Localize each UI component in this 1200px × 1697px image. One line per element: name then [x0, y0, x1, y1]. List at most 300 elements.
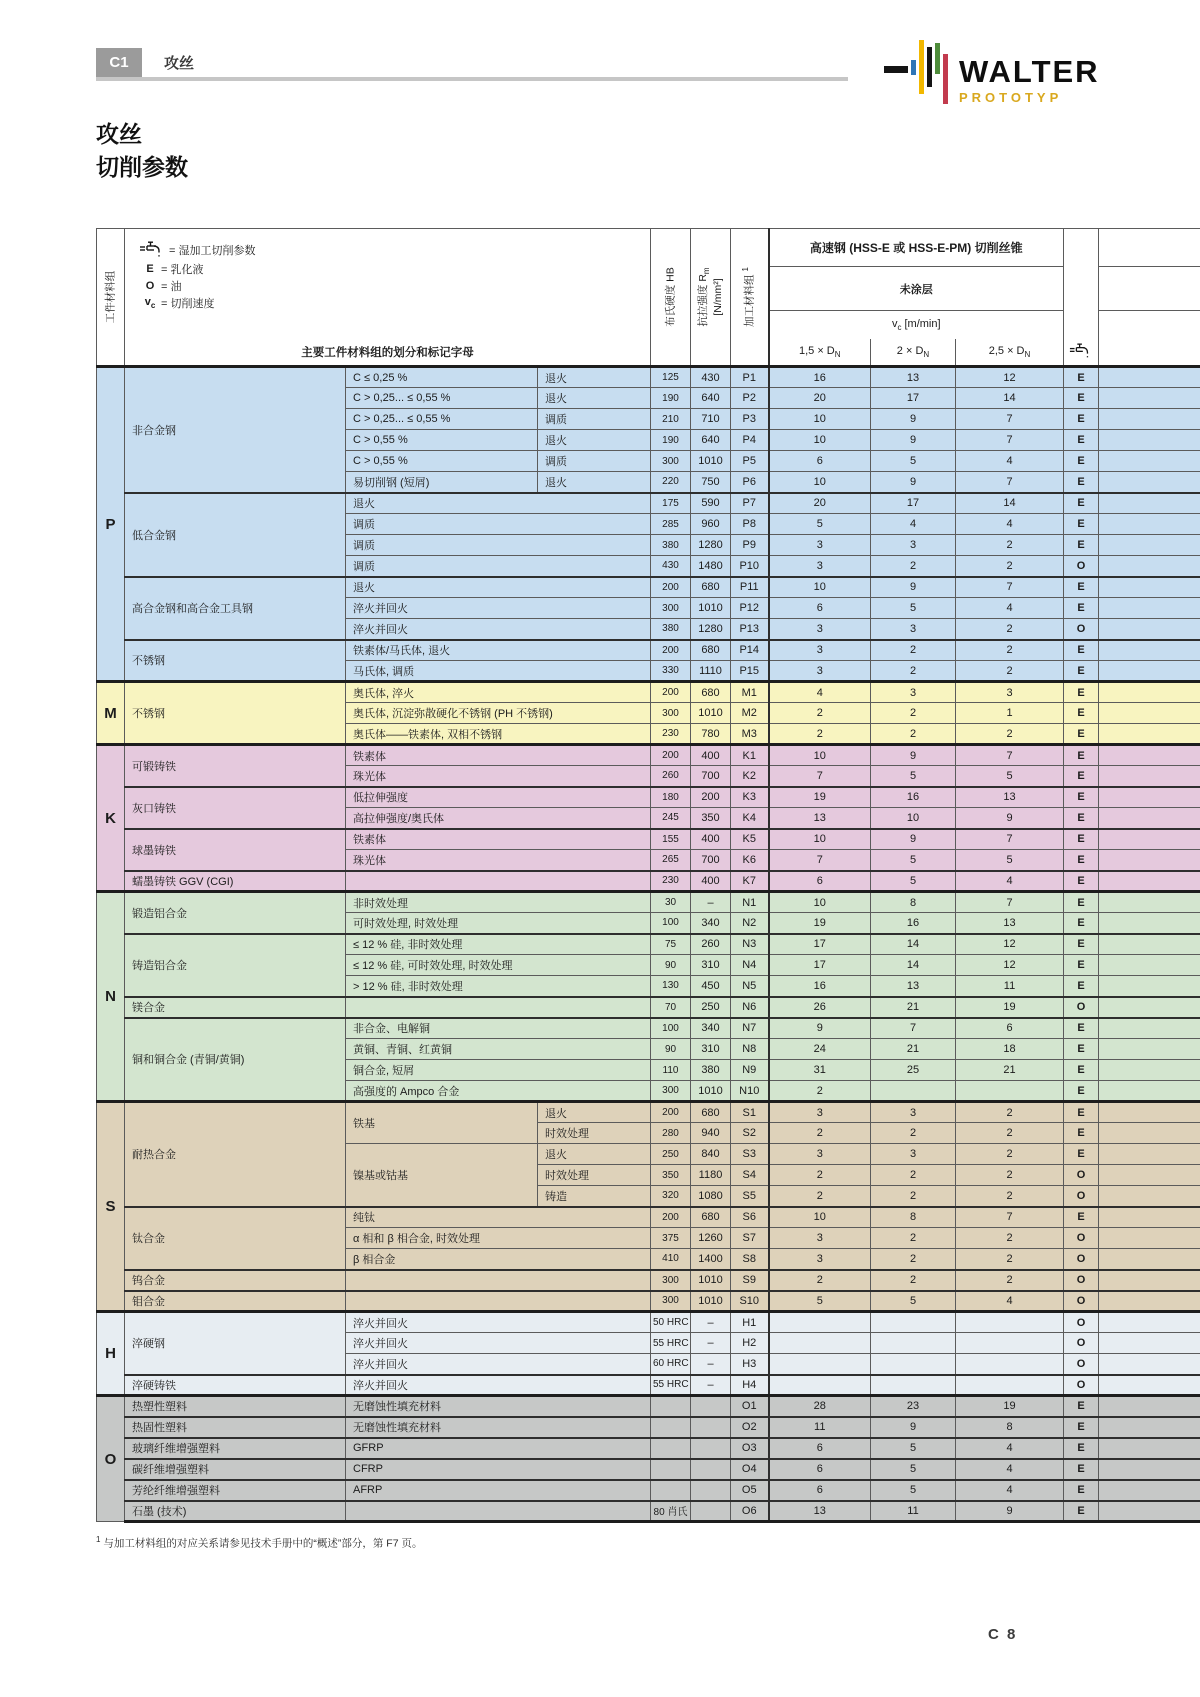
material-code: O6 [731, 1501, 769, 1522]
material-group-name: 淬硬钢 [125, 1312, 346, 1375]
hardness-hb-value [651, 1480, 691, 1501]
logo-bars-icon [884, 36, 951, 105]
vc-2-5dn-value: 7 [956, 892, 1064, 913]
vc-2-5dn-value: 2 [956, 1102, 1064, 1123]
tensile-strength-value: 310 [691, 955, 731, 976]
material-code: P2 [731, 388, 769, 409]
material-group-name: 碳纤维增强塑料 [125, 1459, 346, 1480]
material-description: AFRP [346, 1480, 651, 1501]
vc-2-5dn-value [956, 1333, 1064, 1354]
vc-2-5dn-value: 6 [956, 1018, 1064, 1039]
material-code: O3 [731, 1438, 769, 1459]
material-description: 淬火并回火 [346, 1312, 651, 1333]
hardness-hb-value: 410 [651, 1249, 691, 1270]
material-description: 珠光体 [346, 850, 651, 871]
vc-2-5dn-value: 4 [956, 1459, 1064, 1480]
material-description [346, 871, 651, 892]
vc-1-5dn-value: 3 [769, 1144, 871, 1165]
vc-1-5dn-value: 2 [769, 1165, 871, 1186]
extra-column-cell [1099, 1480, 1200, 1501]
vc-1-5dn-value: 2 [769, 1123, 871, 1144]
coolant-type: O [1064, 997, 1099, 1018]
header-legend-cell [125, 229, 651, 367]
hardness-hb-value: 300 [651, 451, 691, 472]
material-description [346, 1501, 651, 1522]
extra-column-cell [1099, 871, 1200, 892]
extra-column-cell [1099, 430, 1200, 451]
material-group-name: 石墨 (技术) [125, 1501, 346, 1522]
heat-treatment: 退火 [538, 1144, 651, 1165]
vc-2dn-value: 4 [871, 514, 956, 535]
tensile-strength-value: 750 [691, 472, 731, 493]
material-description: 退火 [346, 577, 651, 598]
vc-1-5dn-value: 26 [769, 997, 871, 1018]
tensile-strength-value [691, 1396, 731, 1417]
tensile-strength-value: 1260 [691, 1228, 731, 1249]
material-group-name: 玻璃纤维增强塑料 [125, 1438, 346, 1459]
material-description: 易切削钢 (短屑) [346, 472, 538, 493]
material-code: S6 [731, 1207, 769, 1228]
vc-1-5dn-value: 3 [769, 640, 871, 661]
extra-column-cell [1099, 1102, 1200, 1123]
material-description: C > 0,55 % [346, 451, 538, 472]
cutting-table-body [97, 367, 1200, 1522]
coolant-type: E [1064, 934, 1099, 955]
hardness-hb-value: 220 [651, 472, 691, 493]
vc-2dn-value: 21 [871, 1039, 956, 1060]
material-group-name: 芳纶纤维增强塑料 [125, 1480, 346, 1501]
coolant-type: E [1064, 577, 1099, 598]
material-code: P1 [731, 367, 769, 388]
material-group-name: 铜和铜合金 (青铜/黄铜) [125, 1018, 346, 1102]
header-vc: $v_c$ [m/min] [769, 311, 1064, 339]
vc-1-5dn-value: 17 [769, 934, 871, 955]
header-material-group [731, 229, 769, 367]
coolant-type: O [1064, 1270, 1099, 1291]
vc-2dn-value: 7 [871, 1018, 956, 1039]
vc-1-5dn-value: 3 [769, 1102, 871, 1123]
vc-1-5dn-value: 7 [769, 850, 871, 871]
coolant-type: E [1064, 703, 1099, 724]
tensile-strength-value: 310 [691, 1039, 731, 1060]
chapter-tab: C1 [96, 48, 142, 77]
hardness-hb-value: 375 [651, 1228, 691, 1249]
vc-2dn-value: 11 [871, 1501, 956, 1522]
table-row [97, 1501, 1200, 1522]
tensile-strength-value: 640 [691, 388, 731, 409]
material-code: N6 [731, 997, 769, 1018]
hardness-hb-value: 200 [651, 682, 691, 703]
hardness-hb-value: 30 [651, 892, 691, 913]
tensile-strength-value: 940 [691, 1123, 731, 1144]
hardness-hb-value: 300 [651, 1270, 691, 1291]
vc-2dn-value: 5 [871, 598, 956, 619]
hb-label: 布氏硬度 HB [663, 267, 676, 327]
page-title [96, 118, 188, 185]
vc-1-5dn-value: 2 [769, 1081, 871, 1102]
vc-2dn-value: 2 [871, 1270, 956, 1291]
vc-2-5dn-value: 5 [956, 850, 1064, 871]
vc-2dn-value: 5 [871, 871, 956, 892]
material-code: N10 [731, 1081, 769, 1102]
extra-column-cell [1099, 997, 1200, 1018]
vc-2dn-value [871, 1354, 956, 1375]
heat-treatment: 调质 [538, 451, 651, 472]
material-code: H4 [731, 1375, 769, 1396]
vc-1-5dn-value: 16 [769, 976, 871, 997]
material-code: N4 [731, 955, 769, 976]
vc-2dn-value: 21 [871, 997, 956, 1018]
vc-2dn-value: 2 [871, 1165, 956, 1186]
table-row [97, 1459, 1200, 1480]
coolant-type: E [1064, 367, 1099, 388]
material-code: K1 [731, 745, 769, 766]
vc-2dn-value: 13 [871, 367, 956, 388]
cutting-data-table [96, 228, 1200, 1523]
material-description: 退火 [346, 493, 651, 514]
tensile-strength-value: 380 [691, 1060, 731, 1081]
material-description: 无磨蚀性填充材料 [346, 1417, 651, 1438]
material-group-name: 可锻铸铁 [125, 745, 346, 787]
coolant-type: E [1064, 745, 1099, 766]
heat-treatment: 退火 [538, 472, 651, 493]
hardness-hb-value: 55 HRC [651, 1375, 691, 1396]
material-description: 淬火并回火 [346, 598, 651, 619]
material-description: 奥氏体——铁素体, 双相不锈钢 [346, 724, 651, 745]
table-row [97, 787, 1200, 808]
material-code: S8 [731, 1249, 769, 1270]
vc-1-5dn-value: 5 [769, 1291, 871, 1312]
material-code: K4 [731, 808, 769, 829]
hardness-hb-value: 100 [651, 1018, 691, 1039]
vc-2-5dn-value: 19 [956, 997, 1064, 1018]
legend-vc: $v_c$ = 切削速度 [144, 295, 215, 311]
heat-treatment: 退火 [538, 388, 651, 409]
extra-column-cell [1099, 535, 1200, 556]
coolant-type: O [1064, 1333, 1099, 1354]
header-hss: 高速钢 (HSS-E 或 HSS-E-PM) 切削丝锥 [769, 229, 1064, 267]
coolant-type: E [1064, 598, 1099, 619]
vc-2dn-value: 2 [871, 1249, 956, 1270]
header-extra-3 [1099, 311, 1200, 367]
hardness-hb-value: 380 [651, 619, 691, 640]
vc-1-5dn-value [769, 1375, 871, 1396]
vc-2-5dn-value: 3 [956, 682, 1064, 703]
table-row [97, 892, 1200, 913]
hardness-hb-value: 90 [651, 1039, 691, 1060]
section-letter: S [97, 1102, 125, 1312]
tensile-strength-value: 680 [691, 1102, 731, 1123]
legend-emulsion: E = 乳化液 [146, 263, 204, 276]
extra-column-cell [1099, 1501, 1200, 1522]
material-description: α 相和 β 相合金, 时效处理 [346, 1228, 651, 1249]
coolant-type: E [1064, 388, 1099, 409]
legend-wet-label: = 湿加工切削参数 [169, 244, 256, 257]
vc-1-5dn-value: 3 [769, 661, 871, 682]
hardness-hb-value: 200 [651, 1207, 691, 1228]
vc-1-5dn-value: 6 [769, 451, 871, 472]
extra-column-cell [1099, 1081, 1200, 1102]
hardness-hb-value: 330 [651, 661, 691, 682]
material-group-name: 铸造铝合金 [125, 934, 346, 997]
material-subgroup: 铁基 [346, 1102, 538, 1144]
coolant-type: O [1064, 1354, 1099, 1375]
hardness-hb-value: 110 [651, 1060, 691, 1081]
tensile-strength-value [691, 1417, 731, 1438]
vc-2-5dn-value: 8 [956, 1417, 1064, 1438]
tensile-strength-value: 1010 [691, 598, 731, 619]
vc-2-5dn-value [956, 1312, 1064, 1333]
tensile-strength-value: 430 [691, 367, 731, 388]
vc-2dn-value: 3 [871, 619, 956, 640]
material-code: N3 [731, 934, 769, 955]
material-code: P15 [731, 661, 769, 682]
heat-treatment: 时效处理 [538, 1165, 651, 1186]
extra-column-cell [1099, 661, 1200, 682]
material-code: K6 [731, 850, 769, 871]
vc-2dn-value [871, 1312, 956, 1333]
tensile-strength-value: 1010 [691, 1081, 731, 1102]
extra-column-cell [1099, 640, 1200, 661]
heat-treatment: 时效处理 [538, 1123, 651, 1144]
chapter-rule [96, 77, 848, 81]
hardness-hb-value: 280 [651, 1123, 691, 1144]
material-description: 非合金、电解铜 [346, 1018, 651, 1039]
vc-2-5dn-value: 21 [956, 1060, 1064, 1081]
vc-1-5dn-value: 6 [769, 1459, 871, 1480]
coolant-type: E [1064, 1081, 1099, 1102]
material-code: P13 [731, 619, 769, 640]
hardness-hb-value: 80 肖氏 [651, 1501, 691, 1522]
table-row [97, 1312, 1200, 1333]
vc-2dn-value: 5 [871, 850, 956, 871]
tensile-strength-value: 780 [691, 724, 731, 745]
tensile-strength-value: 680 [691, 682, 731, 703]
coolant-type: E [1064, 1501, 1099, 1522]
vc-2-5dn-value: 7 [956, 745, 1064, 766]
hardness-hb-value: 265 [651, 850, 691, 871]
hardness-hb-value: 200 [651, 1102, 691, 1123]
material-code: P3 [731, 409, 769, 430]
coolant-type: E [1064, 661, 1099, 682]
extra-column-cell [1099, 1438, 1200, 1459]
vc-1-5dn-value: 3 [769, 535, 871, 556]
vc-2-5dn-value [956, 1375, 1064, 1396]
coolant-type: E [1064, 1018, 1099, 1039]
vc-2-5dn-value: 4 [956, 871, 1064, 892]
table-row [97, 367, 1200, 388]
material-description [346, 1291, 651, 1312]
material-group-name: 蠕墨铸铁 GGV (CGI) [125, 871, 346, 892]
material-group-name: 热固性塑料 [125, 1417, 346, 1438]
vc-1-5dn-value: 3 [769, 556, 871, 577]
extra-column-cell [1099, 1312, 1200, 1333]
extra-column-cell [1099, 1375, 1200, 1396]
coolant-type: E [1064, 829, 1099, 850]
extra-column-cell [1099, 493, 1200, 514]
section-letter: K [97, 745, 125, 892]
material-description: 高拉伸强度/奥氏体 [346, 808, 651, 829]
vc-2-5dn-value: 2 [956, 1186, 1064, 1207]
tensile-strength-value: 340 [691, 913, 731, 934]
hardness-hb-value: 190 [651, 430, 691, 451]
coolant-type: E [1064, 682, 1099, 703]
vc-2-5dn-value: 9 [956, 1501, 1064, 1522]
hardness-hb-value: 300 [651, 703, 691, 724]
vc-2dn-value: 9 [871, 430, 956, 451]
material-code: M3 [731, 724, 769, 745]
vc-2dn-value: 5 [871, 766, 956, 787]
extra-column-cell [1099, 409, 1200, 430]
material-group-name: 钨合金 [125, 1270, 346, 1291]
header-extra-2 [1099, 267, 1200, 311]
extra-column-cell [1099, 1249, 1200, 1270]
material-code: K3 [731, 787, 769, 808]
hardness-hb-value: 300 [651, 598, 691, 619]
page-title-line2: 切削参数 [96, 154, 188, 181]
vc-2-5dn-value: 7 [956, 829, 1064, 850]
table-row [97, 1291, 1200, 1312]
material-description: 低拉伸强度 [346, 787, 651, 808]
vc-1-5dn-value: 20 [769, 493, 871, 514]
vc-2-5dn-value: 2 [956, 1228, 1064, 1249]
extra-column-cell [1099, 1123, 1200, 1144]
tensile-strength-value: 640 [691, 430, 731, 451]
table-row [97, 1102, 1200, 1123]
tensile-strength-value: 1400 [691, 1249, 731, 1270]
vc-2dn-value: 17 [871, 388, 956, 409]
vc-1-5dn-value: 10 [769, 829, 871, 850]
vc-1-5dn-value: 28 [769, 1396, 871, 1417]
tensile-strength-value: 1180 [691, 1165, 731, 1186]
tensile-strength-value [691, 1480, 731, 1501]
material-code: S1 [731, 1102, 769, 1123]
material-description: ≤ 12 % 硅, 可时效处理, 时效处理 [346, 955, 651, 976]
hardness-hb-value: 175 [651, 493, 691, 514]
material-description: 调质 [346, 514, 651, 535]
coolant-type: E [1064, 1123, 1099, 1144]
tensile-strength-value: – [691, 892, 731, 913]
coolant-type: E [1064, 535, 1099, 556]
header-hb [651, 229, 691, 367]
vc-2dn-value: 17 [871, 493, 956, 514]
material-description: C ≤ 0,25 % [346, 367, 538, 388]
vc-1-5dn-value: 10 [769, 409, 871, 430]
coolant-type: O [1064, 619, 1099, 640]
material-description: 马氏体, 调质 [346, 661, 651, 682]
material-group-name: 低合金钢 [125, 493, 346, 577]
tensile-strength-value: – [691, 1312, 731, 1333]
material-code: O2 [731, 1417, 769, 1438]
vc-1-5dn-value: 2 [769, 1186, 871, 1207]
vc-2-5dn-value: 4 [956, 1291, 1064, 1312]
coolant-type: E [1064, 913, 1099, 934]
vc-1-5dn-value: 13 [769, 808, 871, 829]
vc-2dn-value: 14 [871, 955, 956, 976]
extra-column-cell [1099, 745, 1200, 766]
cutting-table [96, 228, 1200, 1523]
material-code: H1 [731, 1312, 769, 1333]
vc-1-5dn-value [769, 1354, 871, 1375]
coolant-type: O [1064, 1165, 1099, 1186]
material-description: 可时效处理, 时效处理 [346, 913, 651, 934]
tensile-strength-value: – [691, 1333, 731, 1354]
tensile-strength-value: 260 [691, 934, 731, 955]
workpiece-group-label: 工件材料组 [103, 270, 116, 324]
extra-column-cell [1099, 1186, 1200, 1207]
coolant-type: E [1064, 871, 1099, 892]
header-extra-1 [1099, 229, 1200, 267]
material-code: O5 [731, 1480, 769, 1501]
hardness-hb-value: 155 [651, 829, 691, 850]
hardness-hb-value: 200 [651, 745, 691, 766]
material-description: C > 0,25... ≤ 0,55 % [346, 388, 538, 409]
vc-1-5dn-value: 31 [769, 1060, 871, 1081]
section-letter: O [97, 1396, 125, 1522]
vc-2-5dn-value: 19 [956, 1396, 1064, 1417]
table-row [97, 745, 1200, 766]
tensile-strength-value: 1010 [691, 451, 731, 472]
extra-column-cell [1099, 808, 1200, 829]
table-row [97, 682, 1200, 703]
material-code: N8 [731, 1039, 769, 1060]
extra-column-cell [1099, 451, 1200, 472]
vc-2dn-value: 5 [871, 1480, 956, 1501]
vc-1-5dn-value: 13 [769, 1501, 871, 1522]
vc-2-5dn-value: 5 [956, 766, 1064, 787]
material-group-name: 不锈钢 [125, 640, 346, 682]
vc-2-5dn-value: 7 [956, 577, 1064, 598]
hardness-hb-value: 230 [651, 871, 691, 892]
material-description: 铁素体/马氏体, 退火 [346, 640, 651, 661]
extra-column-cell [1099, 1459, 1200, 1480]
material-group-name: 钼合金 [125, 1291, 346, 1312]
vc-2-5dn-value: 2 [956, 535, 1064, 556]
header-dn-2: $2 \times D_N$ [871, 339, 956, 367]
vc-2dn-value: 16 [871, 913, 956, 934]
vc-2-5dn-value: 4 [956, 1438, 1064, 1459]
material-code: K7 [731, 871, 769, 892]
hardness-hb-value: 55 HRC [651, 1333, 691, 1354]
vc-2dn-value: 8 [871, 1207, 956, 1228]
table-row [97, 934, 1200, 955]
coolant-type: E [1064, 787, 1099, 808]
table-row [97, 997, 1200, 1018]
tensile-strength-value: 400 [691, 871, 731, 892]
material-code: N2 [731, 913, 769, 934]
extra-column-cell [1099, 892, 1200, 913]
extra-column-cell [1099, 388, 1200, 409]
vc-1-5dn-value: 2 [769, 1270, 871, 1291]
extra-column-cell [1099, 1333, 1200, 1354]
extra-column-cell [1099, 1039, 1200, 1060]
heat-treatment: 退火 [538, 1102, 651, 1123]
vc-2-5dn-value: 9 [956, 808, 1064, 829]
coolant-type: E [1064, 640, 1099, 661]
material-description: ≤ 12 % 硅, 非时效处理 [346, 934, 651, 955]
coolant-type: E [1064, 1102, 1099, 1123]
vc-2-5dn-value: 2 [956, 1123, 1064, 1144]
extra-column-cell [1099, 1270, 1200, 1291]
material-code: S9 [731, 1270, 769, 1291]
coolant-type: E [1064, 850, 1099, 871]
coolant-type: O [1064, 1186, 1099, 1207]
vc-2dn-value: 2 [871, 556, 956, 577]
vc-2-5dn-value: 2 [956, 640, 1064, 661]
vc-2dn-value [871, 1333, 956, 1354]
hardness-hb-value: 50 HRC [651, 1312, 691, 1333]
extra-column-cell [1099, 1144, 1200, 1165]
